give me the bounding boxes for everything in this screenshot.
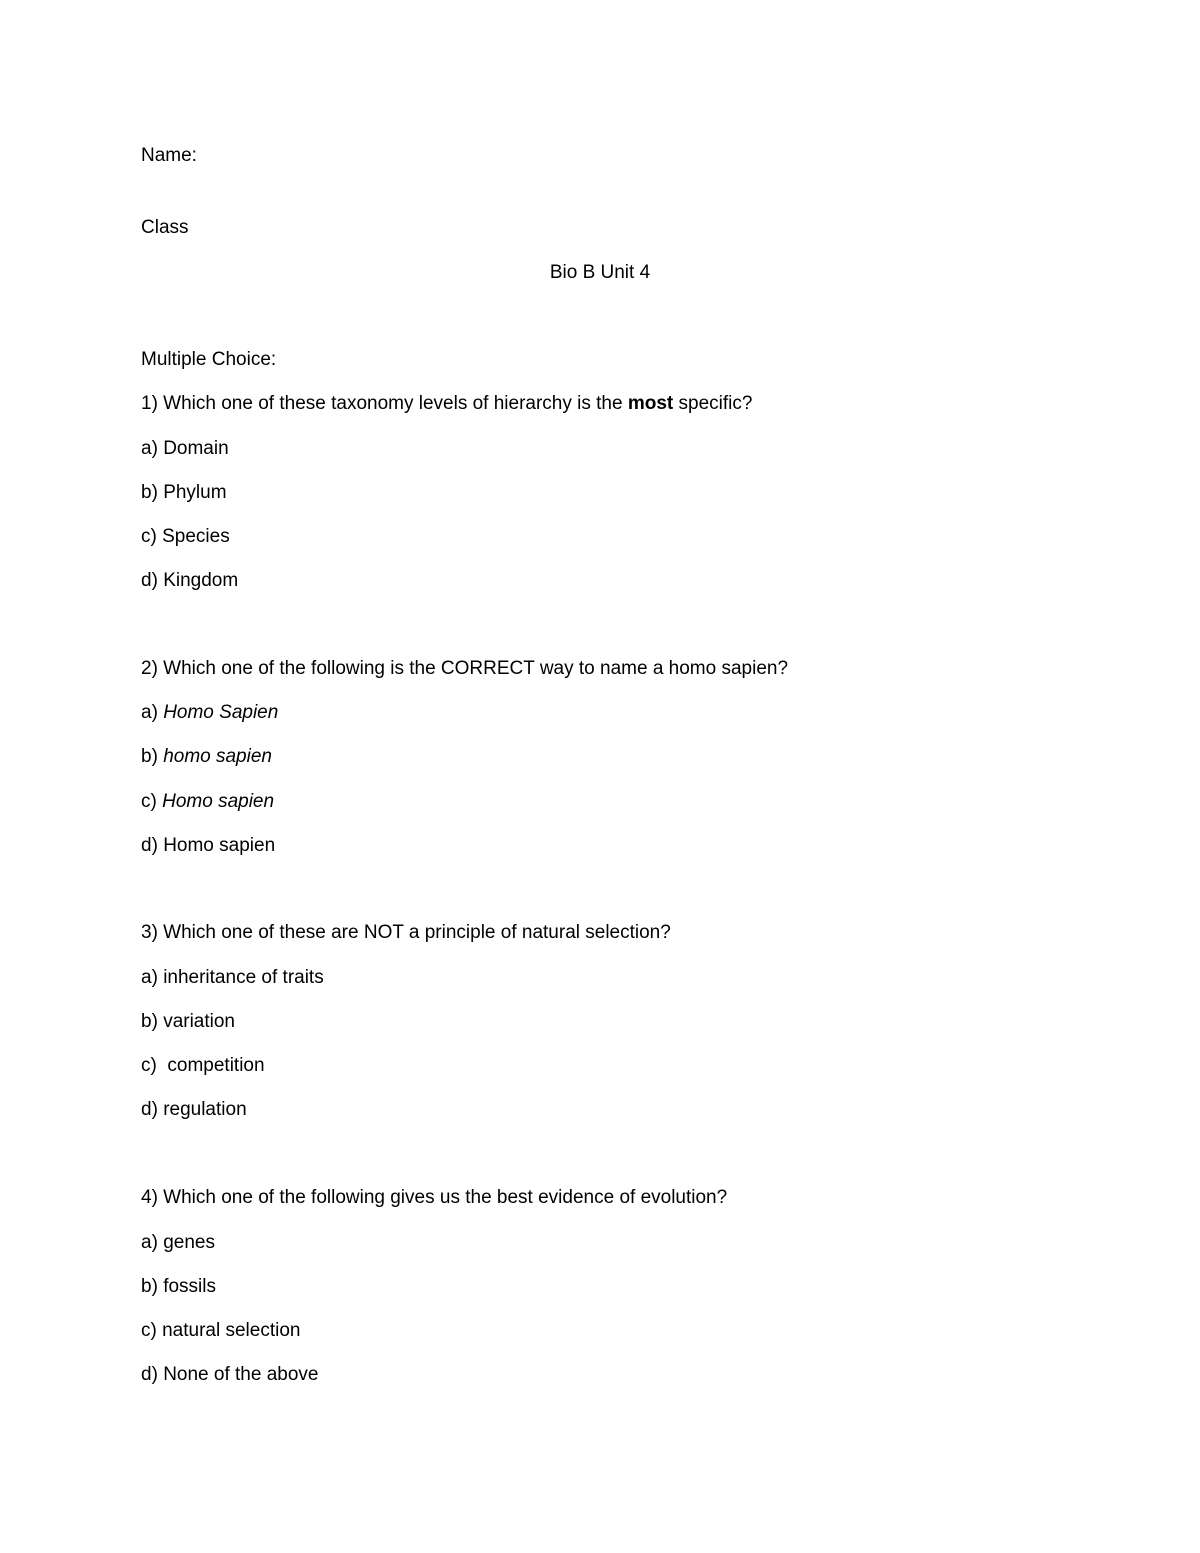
question-4-option-b [141, 1275, 216, 1299]
question-2: 2) Which one of the following is the CORRECT way to name a homo sapien? [141, 658, 789, 679]
question-1-emphasis: most [627, 393, 674, 414]
question-1-text-after: specific? [673, 393, 753, 414]
question-1-option-c [141, 525, 230, 549]
option-text: Homo sapien [162, 791, 275, 812]
option-prefix: c) [141, 526, 163, 547]
question-4-option-c [141, 1319, 300, 1343]
section-label: Multiple Choice: [141, 349, 277, 370]
option-text: genes [163, 1232, 215, 1253]
option-text: None of the above [163, 1364, 319, 1385]
option-prefix: d) [141, 570, 164, 591]
option-text: natural selection [162, 1320, 301, 1341]
question-3-option-c [141, 1054, 265, 1078]
question-2-option-b [141, 745, 272, 769]
option-prefix: d) [141, 835, 164, 856]
class-label: Class [141, 217, 189, 238]
option-prefix: b) [141, 1276, 164, 1297]
option-text: Homo sapien [163, 835, 276, 856]
option-text: Kingdom [163, 570, 239, 591]
option-text: homo sapien [163, 746, 272, 767]
option-prefix: c) [141, 791, 163, 812]
option-text: variation [163, 1011, 236, 1032]
question-3: 3) Which one of these are NOT a principle of natural selection? [141, 922, 671, 943]
option-prefix: a) [141, 967, 164, 988]
question-1-option-a [141, 437, 229, 461]
option-text: Homo Sapien [163, 702, 279, 723]
question-2-option-c [141, 790, 274, 814]
question-4-option-a [141, 1231, 215, 1255]
document-title: Bio B Unit 4 [549, 262, 651, 283]
option-text: fossils [163, 1276, 216, 1297]
question-4-option-d [141, 1363, 318, 1387]
option-prefix: c) [141, 1055, 168, 1076]
name-label: Name: [141, 145, 197, 166]
option-prefix: a) [141, 1232, 164, 1253]
option-prefix: b) [141, 1011, 164, 1032]
option-text: competition [167, 1055, 265, 1076]
option-prefix: c) [141, 1320, 163, 1341]
option-text: inheritance of traits [163, 967, 324, 988]
question-1-text-before: 1) Which one of these taxonomy levels of hierarchy is the [141, 393, 628, 414]
option-prefix: a) [141, 438, 164, 459]
question-1-option-b [141, 481, 227, 505]
option-prefix: d) [141, 1099, 164, 1120]
question-3-option-a [141, 966, 324, 990]
option-text: Phylum [163, 482, 227, 503]
question-3-option-d [141, 1098, 247, 1122]
option-text: Species [162, 526, 230, 547]
option-prefix: b) [141, 482, 164, 503]
option-prefix: a) [141, 702, 164, 723]
option-prefix: b) [141, 746, 164, 767]
question-1-option-d [141, 569, 238, 593]
option-text: regulation [163, 1099, 247, 1120]
question-2-option-d [141, 834, 275, 858]
option-prefix: d) [141, 1364, 164, 1385]
question-1 [141, 392, 752, 416]
question-4: 4) Which one of the following gives us the best evidence of evolution? [141, 1187, 728, 1208]
question-3-option-b [141, 1010, 235, 1034]
option-text: Domain [163, 438, 229, 459]
question-2-option-a [141, 701, 278, 725]
